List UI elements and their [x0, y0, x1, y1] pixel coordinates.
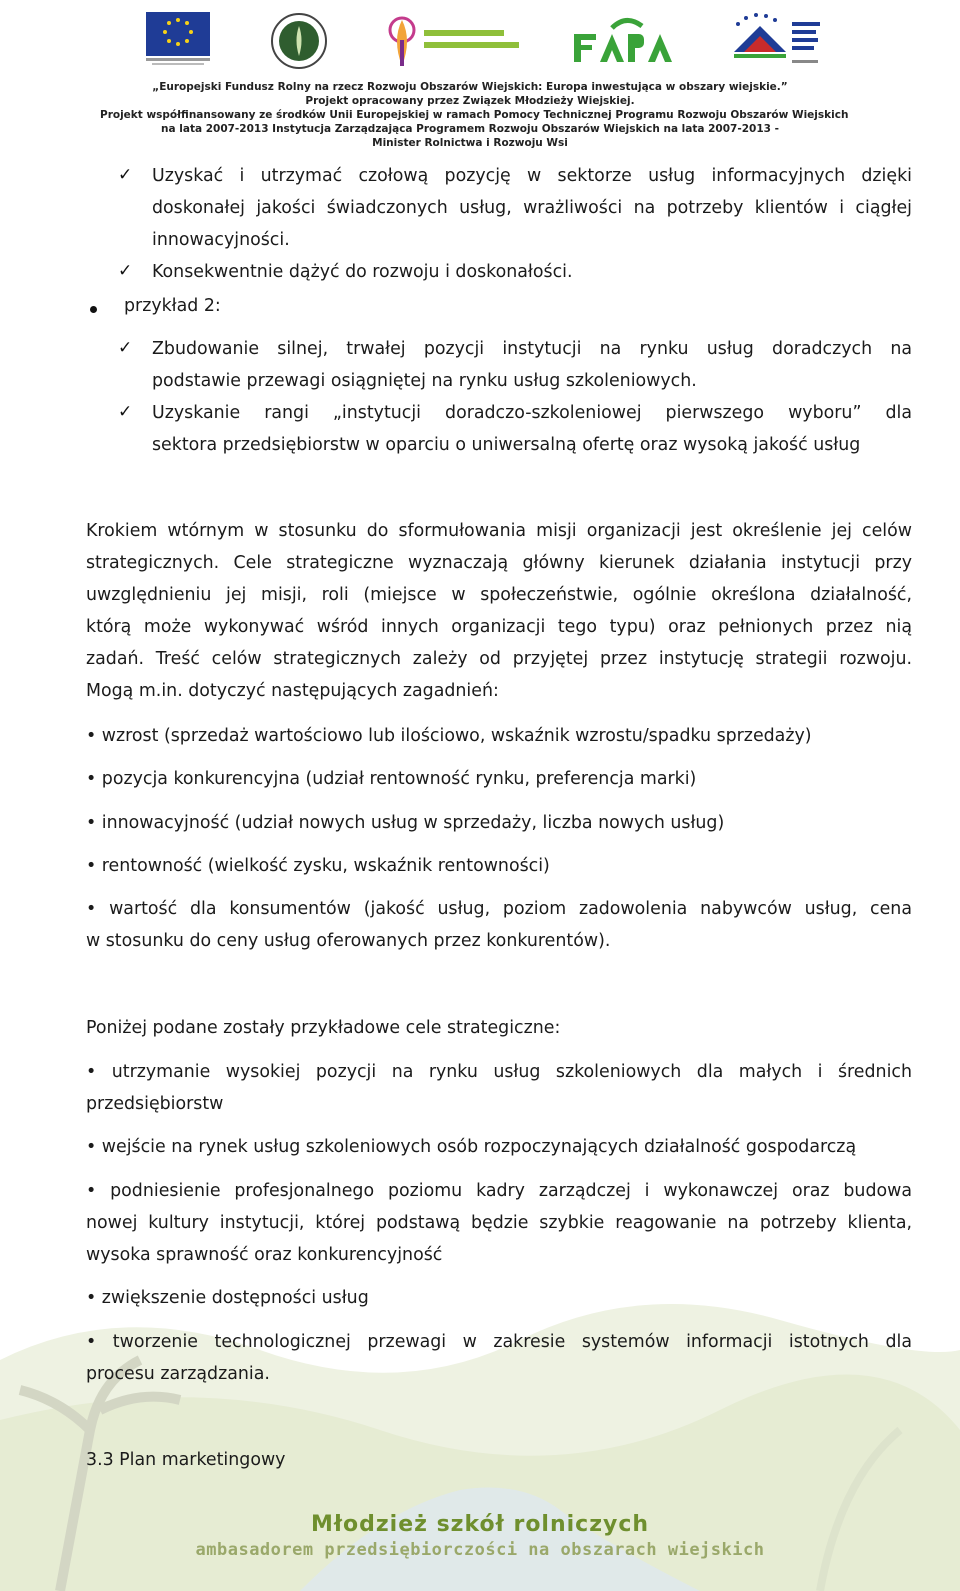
eu-flag-logo — [146, 12, 210, 68]
paragraph-line: uwzględnieniu jej misji, roli (miejsce w społeczeństwie, ogólnie określona działalność, — [86, 585, 912, 605]
checkmark-icon: ✓ — [118, 165, 133, 185]
paragraph-line: Krokiem wtórnym w stosunku do sformułowania misji organizacji jest określenie jej celów — [86, 521, 912, 541]
logo-strip — [0, 0, 960, 80]
goal-item: przedsiębiorstw — [86, 1094, 224, 1114]
header-line: Minister Rolnictwa i Rozwoju Wsi — [372, 137, 568, 149]
fapa-logo — [572, 12, 680, 68]
checkmark-icon: ✓ — [118, 338, 133, 358]
checklist-item: innowacyjności. — [152, 230, 290, 250]
ministry-seal-logo — [270, 12, 328, 70]
goal-item: • tworzenie technologicznej przewagi w zakresie systemów informacji istotnych dla — [86, 1332, 912, 1352]
issue-item: • rentowność (wielkość zysku, wskaźnik rentowności) — [86, 856, 550, 876]
goal-item: • utrzymanie wysokiej pozycji na rynku usług szkoleniowych dla małych i średnich — [86, 1062, 912, 1082]
bullet-icon — [90, 306, 97, 313]
goal-item: wysoka sprawność oraz konkurencyjność — [86, 1245, 443, 1265]
prow-logo — [730, 10, 824, 70]
checklist-item: podstawie przewagi osiągniętej na rynku usług szkoleniowych. — [152, 371, 697, 391]
section-heading: 3.3 Plan marketingowy — [86, 1450, 286, 1470]
issue-item: • pozycja konkurencyjna (udział rentowność rynku, preferencja marki) — [86, 769, 697, 789]
document-header — [0, 0, 960, 160]
examples-intro: Poniżej podane zostały przykładowe cele strategiczne: — [86, 1018, 561, 1038]
header-line: „Europejski Fundusz Rolny na rzecz Rozwoju Obszarów Wiejskich: Europa inwestująca w obszary wiejskie.” — [152, 81, 788, 93]
checklist-item: Uzyskać i utrzymać czołową pozycję w sektorze usług informacyjnych dzięki — [152, 166, 912, 186]
issue-item: • innowacyjność (udział nowych usług w sprzedaży, liczba nowych usług) — [86, 813, 725, 833]
paragraph-line: którą może wykonywać wśród innych organizacji tego typu) oraz pełnionych przez nią — [86, 617, 912, 637]
goal-item: nowej kultury instytucji, której podstawą będzie szybkie reagowanie na potrzeby klienta, — [86, 1213, 912, 1233]
goal-item: • podniesienie profesjonalnego poziomu kadry zarządczej i wykonawczej oraz budowa — [86, 1181, 912, 1201]
header-line: Projekt opracowany przez Związek Młodzieży Wiejskiej. — [305, 95, 635, 107]
checkmark-icon: ✓ — [118, 402, 133, 422]
issue-item: w stosunku do ceny usług oferowanych przez konkurentów). — [86, 931, 611, 951]
paragraph-line: Mogą m.in. dotyczyć następujących zagadnień: — [86, 681, 499, 701]
checklist-item: Zbudowanie silnej, trwałej pozycji instytucji na rynku usług doradczych na — [152, 339, 912, 359]
goal-item: procesu zarządzania. — [86, 1364, 270, 1384]
header-line: Projekt współfinansowany ze środków Unii Europejskiej w ramach Pomocy Technicznej Programu Rozwoju Obszarów Wiejskich — [100, 109, 849, 121]
header-lines — [100, 80, 849, 150]
goal-item: • wejście na rynek usług szkoleniowych osób rozpoczynających działalność gospodarczą — [86, 1137, 857, 1157]
issue-item: • wzrost (sprzedaż wartościowo lub ilościowo, wskaźnik wzrostu/spadku sprzedaży) — [86, 726, 812, 746]
issue-item: • wartość dla konsumentów (jakość usług, poziom zadowolenia nabywców usług, cena — [86, 899, 912, 919]
ksow-logo — [382, 10, 522, 72]
checklist-item: Uzyskanie rangi „instytucji doradczo-szkoleniowej pierwszego wyboru” dla — [152, 403, 912, 423]
paragraph-line: zadań. Treść celów strategicznych zależy od przyjętej przez instytucję strategii rozwoju. — [86, 649, 912, 669]
checklist-item: doskonałej jakości świadczonych usług, wrażliwości na potrzeby klientów i ciągłej — [152, 198, 912, 218]
checklist-item: Konsekwentnie dążyć do rozwoju i doskonałości. — [152, 262, 573, 282]
header-line: na lata 2007-2013 Instytucja Zarządzająca Programem Rozwoju Obszarów Wiejskich na lata 2007-2013 - — [161, 123, 779, 135]
example-label: przykład 2: — [124, 296, 221, 316]
footer-title: Młodzież szkół rolniczych — [310, 1512, 650, 1537]
footer-subtitle: ambasadorem przedsiębiorczości na obszarach wiejskich — [195, 1540, 765, 1560]
paragraph-line: strategicznych. Cele strategiczne wyznaczają główny kierunek działania instytucji przy — [86, 553, 912, 573]
goal-item: • zwiększenie dostępności usług — [86, 1288, 369, 1308]
checkmark-icon: ✓ — [118, 261, 133, 281]
checklist-item: sektora przedsiębiorstw w oparciu o uniwersalną ofertę oraz wysoką jakość usług — [152, 435, 861, 455]
